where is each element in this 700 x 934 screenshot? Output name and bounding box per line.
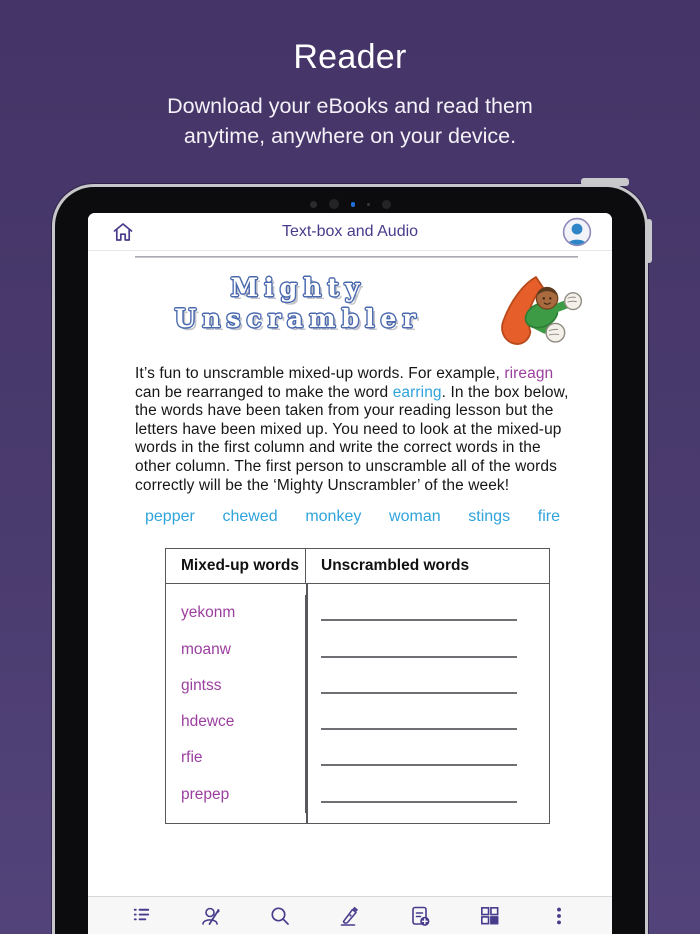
home-icon (111, 220, 135, 244)
table-row (166, 777, 549, 813)
instructions-paragraph (135, 365, 578, 495)
paragraph-text: . In the box below, the words have been taken from your reading lesson but the letters have been mixed up. You need to look at the mixed-up words in the first column and write the correct words in the other column. The first person to unscramble all of the words correctly will be the ‘Mighty Unscrambler’ of the week! (135, 383, 569, 494)
table-row (166, 704, 549, 740)
answer-blank[interactable] (321, 656, 517, 658)
search-button[interactable] (267, 903, 293, 929)
tablet-device-frame (52, 184, 648, 934)
ebook-page (88, 251, 612, 896)
scrambled-word: hdewce (166, 704, 306, 740)
scrambled-word: yekonm (166, 595, 306, 631)
reader-toolbar (88, 896, 612, 934)
page-top-edge (135, 256, 578, 258)
answer-blank[interactable] (321, 619, 517, 621)
highlighted-word: earring (392, 383, 442, 401)
read-aloud-button[interactable] (198, 903, 224, 929)
profile-avatar-icon (562, 217, 592, 247)
answer-cell (306, 668, 549, 704)
word-bank-word: monkey (305, 508, 362, 526)
annotate-button[interactable] (337, 903, 363, 929)
profile-button[interactable] (562, 217, 592, 247)
add-note-icon (408, 904, 432, 928)
camera-lens (329, 199, 339, 209)
hero-section (0, 0, 700, 151)
word-bank-word: stings (468, 508, 511, 526)
table-body (166, 584, 549, 823)
page-grid-icon (478, 904, 501, 927)
worksheet-header (88, 272, 612, 358)
answer-blank[interactable] (321, 728, 517, 730)
answer-cell (306, 631, 549, 667)
camera-indicator-light (351, 202, 355, 207)
camera-dot (367, 203, 370, 206)
word-bank-word: woman (389, 508, 441, 526)
toc-list-icon (130, 904, 153, 927)
page-subtitle (0, 91, 700, 151)
paragraph-text: can be rearranged to make the word (135, 383, 393, 401)
page-grid-button[interactable] (476, 903, 502, 929)
answer-cell (306, 777, 549, 813)
column-header-mixed: Mixed-up words (166, 549, 306, 583)
home-button[interactable] (108, 220, 138, 244)
word-bank-word: chewed (222, 508, 278, 526)
worksheet-title (148, 272, 448, 334)
add-note-button[interactable] (407, 903, 433, 929)
table-row (166, 740, 549, 776)
scrambled-word: gintss (166, 668, 306, 704)
highlighted-word: rireagn (504, 365, 554, 382)
unscramble-table (165, 548, 550, 824)
worksheet-title-line-1: Mighty (230, 273, 366, 302)
page-title: Reader (293, 38, 407, 76)
word-bank (145, 508, 560, 526)
paragraph-text: It’s fun to unscramble mixed-up words. For example, (135, 365, 505, 382)
scrambled-word: prepep (166, 777, 306, 813)
table-header-row (166, 549, 549, 584)
app-bar (88, 213, 612, 251)
chapter-title: Text-box and Audio (281, 222, 419, 240)
toc-list-button[interactable] (128, 903, 154, 929)
answer-blank[interactable] (321, 801, 517, 803)
scrambled-word: rfie (166, 740, 306, 776)
annotate-pen-icon (338, 904, 362, 928)
answer-cell (306, 704, 549, 740)
tablet-power-button (581, 178, 629, 186)
tablet-camera-array (55, 198, 645, 210)
answer-blank[interactable] (321, 764, 517, 766)
worksheet-title-line-2: Unscrambler (174, 304, 422, 333)
camera-dot (310, 201, 317, 208)
superhero-illustration (484, 272, 586, 360)
table-row (166, 631, 549, 667)
answer-cell (306, 740, 549, 776)
read-aloud-person-icon (199, 904, 223, 928)
subtitle-line-1: Download your eBooks and read them (167, 94, 533, 118)
word-bank-word: pepper (145, 508, 195, 526)
answer-blank[interactable] (321, 692, 517, 694)
scrambled-word: moanw (166, 631, 306, 667)
column-header-unscrambled: Unscrambled words (321, 557, 470, 575)
search-icon (268, 904, 292, 928)
tablet-volume-button (646, 219, 652, 263)
answer-cell (306, 595, 549, 631)
more-menu-icon (548, 905, 570, 927)
subtitle-line-2: anytime, anywhere on your device. (183, 124, 517, 148)
reader-app-screen (88, 213, 612, 934)
word-bank-word: fire (537, 508, 560, 526)
table-row (166, 595, 549, 631)
table-row (166, 668, 549, 704)
camera-lens (382, 200, 391, 209)
more-menu-button[interactable] (546, 903, 572, 929)
